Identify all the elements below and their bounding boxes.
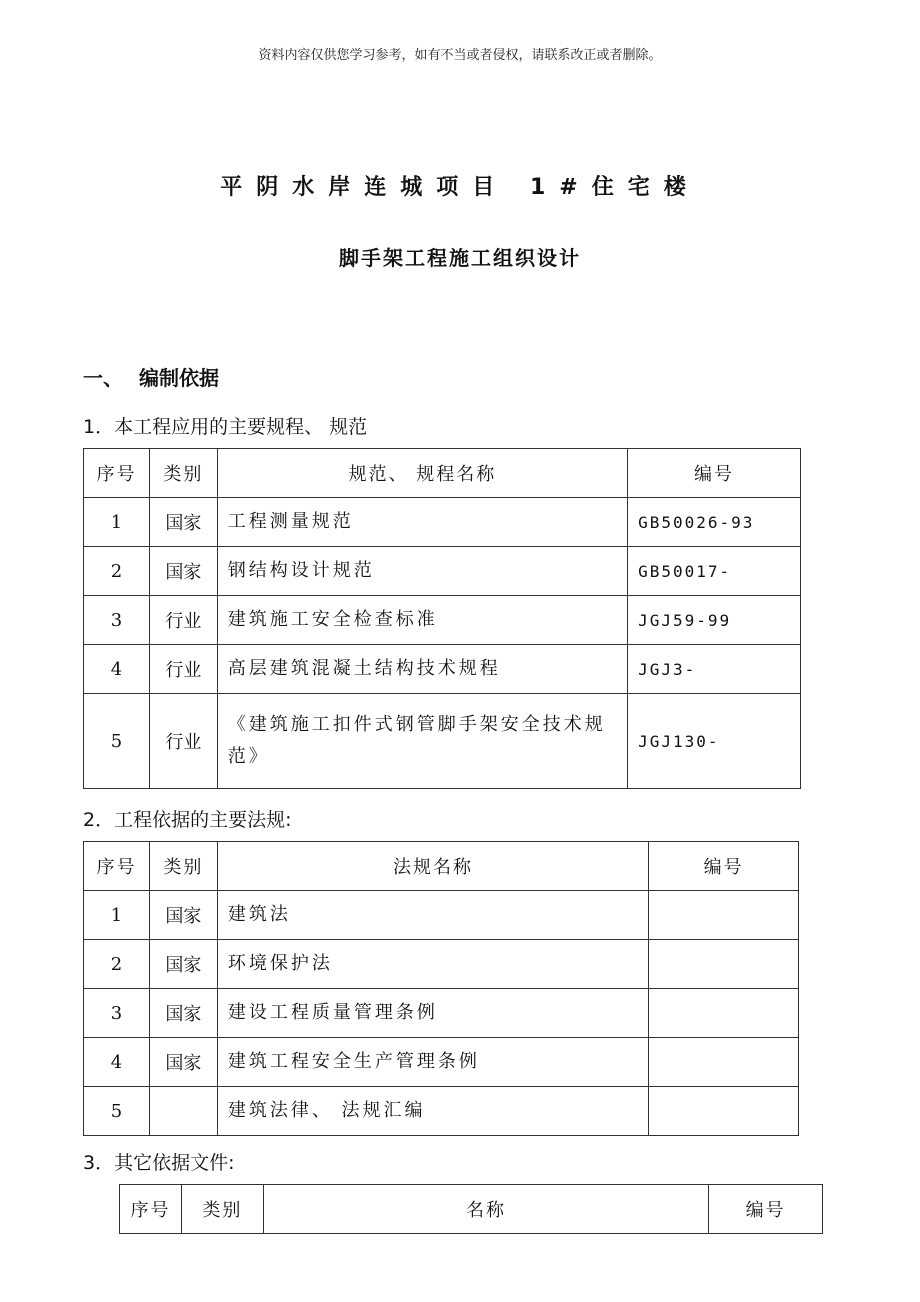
header-cell: 序号 — [84, 842, 150, 891]
section-title: 编制依据 — [139, 366, 219, 390]
section-number: 一、 — [83, 366, 123, 390]
row-name: 建筑工程安全生产管理条例 — [217, 1038, 648, 1087]
table-row — [84, 891, 799, 940]
row-code — [649, 940, 799, 989]
header-cell: 编号 — [709, 1185, 823, 1234]
row-code: GB50017- — [628, 547, 801, 596]
copyright-notice: 资料内容仅供您学习参考，如有不当或者侵权，请联系改正或者删除。 — [258, 48, 662, 63]
row-name: 建设工程质量管理条例 — [217, 989, 648, 1038]
subsection-3-heading: 3．其它依据文件: — [83, 1152, 235, 1174]
row-category: 行业 — [149, 596, 217, 645]
row-name: 建筑法律、 法规汇编 — [217, 1087, 648, 1136]
row-category — [149, 1087, 217, 1136]
table-row — [84, 596, 801, 645]
other-documents-table — [119, 1184, 823, 1234]
table-header-row — [84, 449, 801, 498]
row-code — [649, 1087, 799, 1136]
row-category: 国家 — [149, 498, 217, 547]
header-cell: 序号 — [120, 1185, 182, 1234]
row-index: 2 — [84, 547, 150, 596]
table-row — [84, 645, 801, 694]
row-index: 1 — [84, 891, 150, 940]
header-cell: 类别 — [149, 842, 217, 891]
table-row — [84, 1038, 799, 1087]
header-cell: 规范、 规程名称 — [217, 449, 627, 498]
row-code: JGJ59-99 — [628, 596, 801, 645]
document-subtitle: 脚手架工程施工组织设计 — [339, 246, 581, 270]
section-heading — [83, 362, 219, 391]
row-code: JGJ3- — [628, 645, 801, 694]
row-category: 国家 — [149, 1038, 217, 1087]
row-index: 1 — [84, 498, 150, 547]
row-code: JGJ130- — [628, 694, 801, 789]
row-index: 4 — [84, 645, 150, 694]
table-row — [84, 694, 801, 789]
table-row — [84, 547, 801, 596]
table-header-row — [84, 842, 799, 891]
subsection-1-heading: 1．本工程应用的主要规程、 规范 — [83, 416, 368, 438]
table-header-row — [120, 1185, 823, 1234]
row-name: 《建筑施工扣件式钢管脚手架安全技术规范》 — [217, 694, 627, 789]
row-code — [649, 1038, 799, 1087]
row-name: 钢结构设计规范 — [217, 547, 627, 596]
row-index: 5 — [84, 1087, 150, 1136]
row-name: 建筑施工安全检查标准 — [217, 596, 627, 645]
row-name: 工程测量规范 — [217, 498, 627, 547]
row-category: 国家 — [149, 940, 217, 989]
row-index: 5 — [84, 694, 150, 789]
regulations-table — [83, 841, 799, 1136]
row-name: 建筑法 — [217, 891, 648, 940]
subsection-2-heading: 2．工程依据的主要法规: — [83, 809, 292, 831]
row-category: 行业 — [149, 645, 217, 694]
header-cell: 编号 — [628, 449, 801, 498]
row-category: 国家 — [149, 547, 217, 596]
standards-table — [83, 448, 801, 789]
row-index: 4 — [84, 1038, 150, 1087]
header-cell: 编号 — [649, 842, 799, 891]
row-category: 行业 — [149, 694, 217, 789]
row-name: 环境保护法 — [217, 940, 648, 989]
header-cell: 类别 — [149, 449, 217, 498]
row-category: 国家 — [149, 989, 217, 1038]
table-row — [84, 989, 799, 1038]
row-index: 2 — [84, 940, 150, 989]
row-code — [649, 989, 799, 1038]
document-title: 平阴水岸连城项目 1#住宅楼 — [220, 175, 700, 200]
table-row — [84, 1087, 799, 1136]
table-row — [84, 498, 801, 547]
row-code — [649, 891, 799, 940]
header-cell: 类别 — [181, 1185, 263, 1234]
table-row — [84, 940, 799, 989]
header-cell: 法规名称 — [217, 842, 648, 891]
row-index: 3 — [84, 989, 150, 1038]
row-code: GB50026-93 — [628, 498, 801, 547]
row-name: 高层建筑混凝土结构技术规程 — [217, 645, 627, 694]
row-index: 3 — [84, 596, 150, 645]
header-cell: 名称 — [263, 1185, 708, 1234]
header-cell: 序号 — [84, 449, 150, 498]
row-category: 国家 — [149, 891, 217, 940]
